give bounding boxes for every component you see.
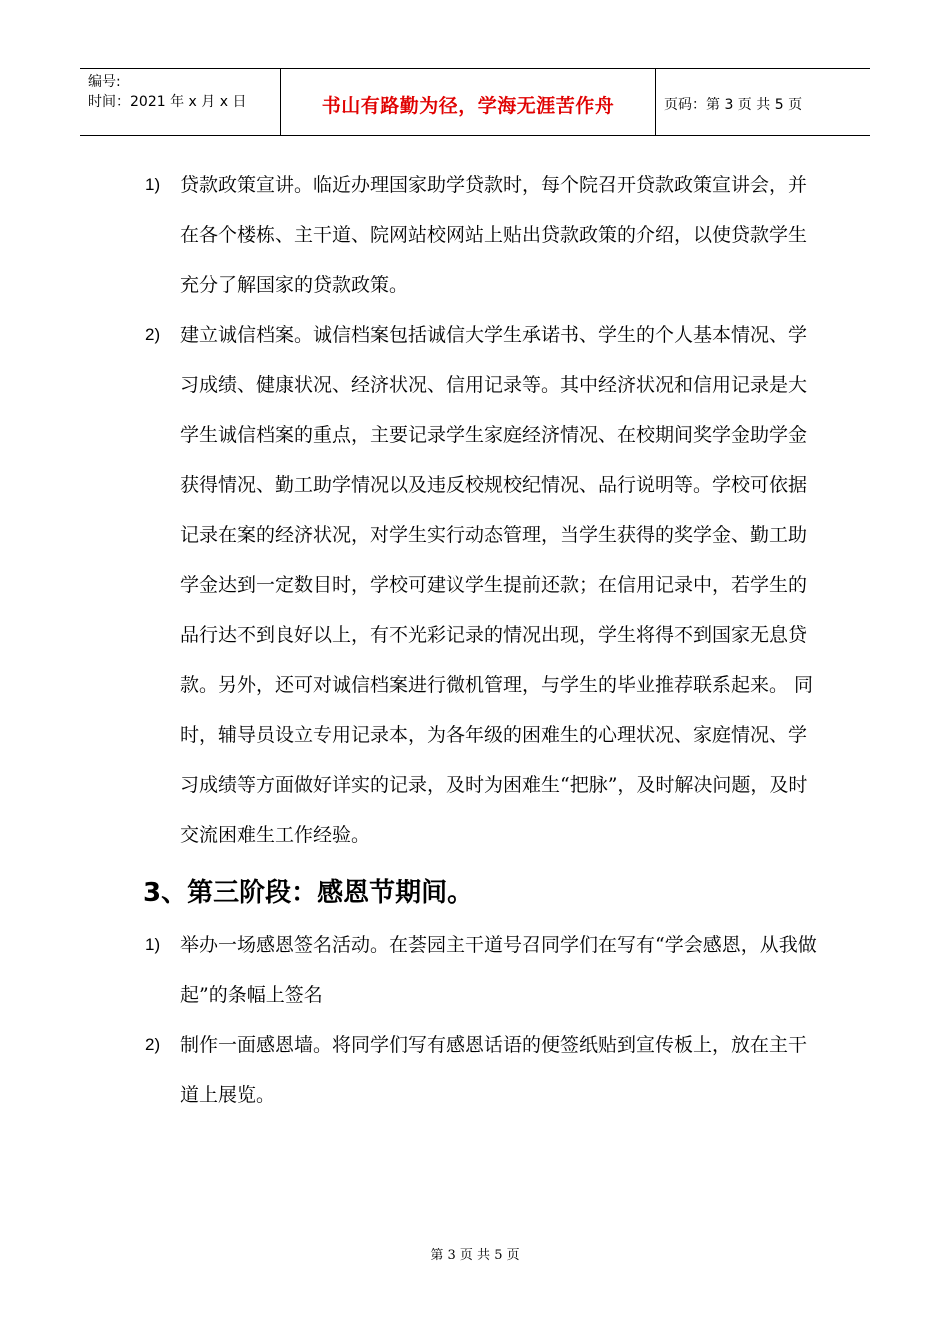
- header-motto: 书山有路勤为径，学海无涯苦作舟: [281, 69, 656, 135]
- list-item-number: 1): [145, 935, 161, 954]
- number-label: 编号:: [88, 74, 121, 90]
- header-page-number: 页码：第 3 页 共 5 页: [664, 97, 803, 113]
- section-heading: 3、第三阶段：感恩节期间。: [143, 878, 474, 908]
- list-item-number: 2): [145, 1035, 161, 1054]
- time-label: 时间：2021 年 x 月 x 日: [88, 94, 247, 110]
- list-item-text: 制作一面感恩墙。将同学们写有感恩话语的便签纸贴到宣传板上，放在主干道上展览。: [180, 1034, 808, 1106]
- document-body: [145, 160, 825, 1120]
- list-item-number: 1): [145, 175, 161, 194]
- list-item: [145, 160, 825, 310]
- list-item-text: 建立诚信档案。诚信档案包括诚信大学生承诺书、学生的个人基本情况、学习成绩、健康状况、经济状况、信用记录等。其中经济状况和信用记录是大学生诚信档案的重点，主要记录学生家庭经济情况、在校期间奖学金助学金获得情况、勤工助学情况以及违反校规校纪情况、品行说明等。学校可依据记录在案的经济状况，对学生实行动态管理，当学生获得的奖学金、勤工助学金达到一定数目时，学校可建议学生提前还款；在信用记录中，若学生的品行达不到良好以上，有不光彩记录的情况出现，学生将得不到国家无息贷款。另外，还可对诚信档案进行微机管理，与学生的毕业推荐联系起来。 同时，辅导员设立专用记录本，为各年级的困难生的心理状况、家庭情况、学习成绩等方面做好详实的记录，及时为困难生“把脉”，及时解决问题，及时交流困难生工作经验。: [180, 324, 814, 846]
- list-item: [145, 310, 825, 860]
- list-item: [145, 920, 825, 1020]
- page-footer: 第 3 页 共 5 页: [430, 1248, 520, 1263]
- page-header: [80, 68, 870, 136]
- list-item-number: 2): [145, 325, 161, 344]
- header-meta: [80, 69, 281, 135]
- list-item-text: 贷款政策宣讲。临近办理国家助学贷款时，每个院召开贷款政策宣讲会，并在各个楼栋、主干道、院网站校网站上贴出贷款政策的介绍，以使贷款学生充分了解国家的贷款政策。: [180, 174, 808, 296]
- list-item-text: 举办一场感恩签名活动。在荟园主干道号召同学们在写有“学会感恩，从我做起”的条幅上签名: [180, 934, 817, 1006]
- list-item: [145, 1020, 825, 1120]
